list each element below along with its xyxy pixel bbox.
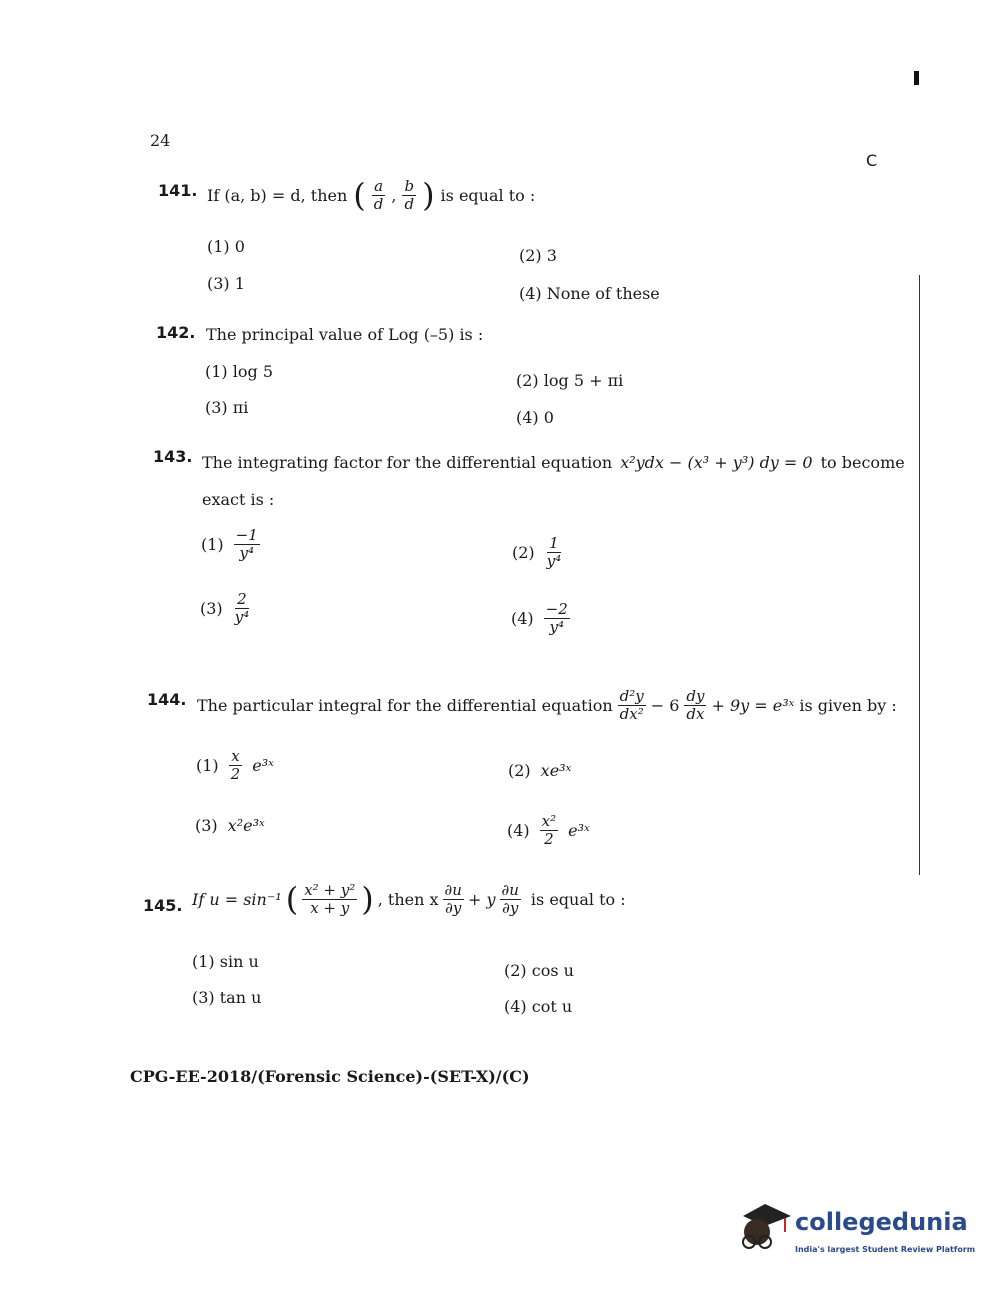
q145-option-1[interactable]: (1) sin u bbox=[192, 952, 259, 971]
q142-text: The principal value of Log (–5) is : bbox=[206, 325, 484, 344]
q143-text-c: exact is : bbox=[202, 490, 275, 509]
q142-option-4[interactable]: (4) 0 bbox=[516, 408, 554, 427]
left-paren: ( bbox=[285, 880, 299, 918]
q143-equation: x²ydx − (x³ + y³) dy = 0 bbox=[620, 453, 813, 472]
q143-option-1[interactable]: (1) $\frac{-1}{\text{y⁴}}$ bbox=[201, 526, 258, 562]
logo-wordmark: collegedunia bbox=[795, 1208, 968, 1236]
q144-option-4[interactable]: (4) $\frac{\text{x²}}{2}$ e³ˣ bbox=[507, 812, 590, 848]
q143-opt4-frac: $\frac{-2}{\text{y⁴}}$ bbox=[545, 600, 568, 636]
q141-frac-b-d: $\frac{b}{d}$ bbox=[404, 177, 415, 213]
q145-text-a: If u = sin⁻¹ bbox=[192, 889, 282, 909]
q145-text-c: is equal to : bbox=[530, 889, 626, 909]
q141-option-3[interactable]: (3) 1 bbox=[207, 274, 245, 293]
q144-mid: − 6 bbox=[650, 695, 680, 715]
q145-number: 145. bbox=[143, 896, 183, 915]
page-number: 24 bbox=[150, 131, 171, 150]
q141-number: 141. bbox=[158, 181, 198, 200]
q141-frac-a-d: $\frac{a}{d}$ bbox=[373, 177, 384, 213]
scan-edge-line bbox=[919, 275, 920, 875]
q143-option-2[interactable]: (2) $\frac{1}{\text{y⁴}}$ bbox=[512, 534, 562, 570]
q142-option-2[interactable]: (2) log 5 + πi bbox=[516, 371, 624, 390]
q142-option-1[interactable]: (1) log 5 bbox=[205, 362, 274, 381]
q143-option-4[interactable]: (4) $\frac{-2}{\text{y⁴}}$ bbox=[511, 600, 568, 636]
right-paren: ) bbox=[422, 176, 435, 214]
q144-text-a: The particular integral for the differential equation bbox=[197, 695, 613, 715]
q143-text-b: to become bbox=[820, 453, 905, 472]
q143-opt1-frac: $\frac{-1}{\text{y⁴}}$ bbox=[235, 526, 258, 562]
q145-option-3[interactable]: (3) tan u bbox=[192, 988, 262, 1007]
q145-plus: + y bbox=[467, 889, 496, 909]
q143-opt2-frac: $\frac{1}{\text{y⁴}}$ bbox=[546, 534, 562, 570]
q142-number: 142. bbox=[156, 323, 196, 342]
q144-option-2[interactable]: (2) xe³ˣ bbox=[508, 761, 572, 780]
q144-rhs: + 9y = e³ˣ bbox=[711, 695, 795, 715]
comma: , bbox=[391, 185, 397, 205]
q141-stem bbox=[207, 178, 535, 212]
right-paren: ) bbox=[361, 880, 374, 918]
footer-code: CPG-EE-2018/(Forensic Science)-(SET-X)/(C) bbox=[130, 1067, 530, 1086]
collegedunia-logo[interactable] bbox=[735, 1198, 976, 1268]
q143-text-a: The integrating factor for the differential equation bbox=[202, 453, 613, 472]
q145-option-4[interactable]: (4) cot u bbox=[504, 997, 573, 1016]
q141-option-4[interactable]: (4) None of these bbox=[519, 284, 660, 303]
q145-partial-1: $\frac{\partial u}{\partial y}$ bbox=[444, 881, 462, 917]
q143-opt3-frac: $\frac{2}{\text{y⁴}}$ bbox=[234, 590, 250, 626]
q145-text-b: , then x bbox=[377, 889, 439, 909]
q144-opt4-frac: $\frac{\text{x²}}{2}$ bbox=[541, 812, 557, 848]
set-letter: C bbox=[866, 151, 878, 170]
q141-text-b: is equal to : bbox=[440, 185, 536, 205]
q144-option-1[interactable]: (1) $\frac{x}{2}$ e³ˣ bbox=[196, 747, 274, 783]
q144-first-derivative: $\frac{dy}{dx}$ bbox=[686, 687, 705, 723]
q144-option-3[interactable]: (3) x²e³ˣ bbox=[195, 816, 265, 835]
logo-tagline: India's largest Student Review Platform bbox=[795, 1245, 976, 1254]
q145-frac: $\frac{\text{x² + y²}}{x + y}$ bbox=[304, 881, 356, 917]
q141-text-a: If (a, b) = d, then bbox=[207, 185, 348, 205]
q143-option-3[interactable]: (3) $\frac{2}{\text{y⁴}}$ bbox=[200, 590, 250, 626]
q144-text-b: is given by : bbox=[799, 695, 897, 715]
q145-option-2[interactable]: (2) cos u bbox=[504, 961, 574, 980]
q141-option-2[interactable]: (2) 3 bbox=[519, 246, 557, 265]
q141-option-1[interactable]: (1) 0 bbox=[207, 237, 245, 256]
left-paren: ( bbox=[353, 176, 366, 214]
q144-number: 144. bbox=[147, 690, 187, 709]
q144-opt1-frac: $\frac{x}{2}$ bbox=[230, 747, 241, 783]
corner-mark bbox=[914, 71, 919, 85]
q144-stem bbox=[197, 688, 897, 722]
q145-stem bbox=[192, 882, 626, 916]
q143-number: 143. bbox=[153, 447, 193, 466]
mascot-icon bbox=[735, 1200, 793, 1256]
q145-partial-2: $\frac{\partial u}{\partial y}$ bbox=[501, 881, 519, 917]
q144-second-derivative: $\frac{\text{d²y}}{\text{dx²}}$ bbox=[619, 687, 644, 723]
q143-stem bbox=[202, 453, 905, 472]
q142-option-3[interactable]: (3) πi bbox=[205, 398, 249, 417]
